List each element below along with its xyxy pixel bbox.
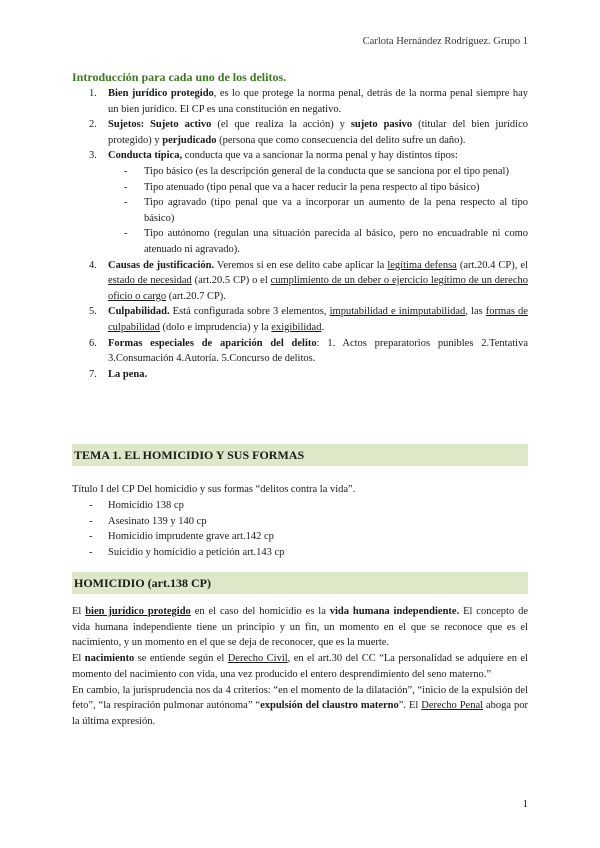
list-item: 6. Formas especiales de aparición del delito: 1. Actos preparatorios punibles 2.Tentativa 3.Consumación 4.Autoría. 5.Concurso de delitos. [89, 337, 528, 365]
list-item: 4. Causas de justificación. Veremos si en ese delito cabe aplicar la legítima defensa (art.20.4 CP), el estado de necesidad (art.20.5 CP) o el cumplimiento de un deber o ejercicio legítimo de un derecho oficio o cargo (art.20.7 CP). [89, 259, 528, 302]
intro-title: Introducción para cada uno de los delitos. [72, 70, 287, 84]
tema-heading: TEMA 1. EL HOMICIDIO Y SUS FORMAS [72, 444, 528, 466]
list-item: 3. Conducta típica, conducta que va a sancionar la norma penal y hay distintos tipos: - Tipo básico (es la descripción general de la conducta que se sanciona por el tipo penal) - Tipo atenuado (tipo penal que va a hacer reducir la pena respecto al tipo básico) - Tipo agravado (tipo penal que va a incorporar un aumento de la pena respecto al tipo básico) - Tipo autónomo (regulan una situación parecida al básico, pero no encuadrable ni como atenuado ni agravado). [72, 148, 528, 257]
homicidio-heading: HOMICIDIO (art.138 CP) [72, 572, 528, 594]
list-item: 7. La pena. [89, 368, 148, 380]
page-number: 1 [522, 798, 528, 810]
list-item: 1. Bien jurídico protegido, es lo que protege la norma penal, detrás de la norma penal siempre hay un bien jurídico. El CP es una constitución en negativo. [89, 88, 528, 115]
sub-list-item: - Tipo básico (es la descripción general de la conducta que se sanciona por el tipo penal) [124, 165, 509, 177]
list-item: 5. Culpabilidad. Está configurada sobre 3 elementos, imputabilidad e inimputabilidad, las formas de culpabilidad (dolo e imprudencia) y la exigibilidad. [89, 306, 528, 333]
paragraph: El nacimiento se entiende según el Derecho Civil, en el art.30 del CC “La personalidad se adquiere en el momento del nacimiento con vida, una vez producido el entero desprendimiento del seno materno.” [72, 653, 528, 680]
paragraph: En cambio, la jurisprudencia nos da 4 criterios: “en el momento de la dilatación”, “inicio de la expulsión del feto”, “la respiración pulmonar autónoma” “expulsión del claustro materno”. El Derecho Penal aboga por la última expresión. [72, 684, 528, 727]
tema-titulo: Título I del CP Del homicidio y sus formas “delitos contra la vida”. [72, 484, 356, 495]
list-item: 2. Sujetos: Sujeto activo (el que realiza la acción) y sujeto pasivo (titular del bien jurídico protegido) y perjudicado (persona que como consecuencia del delito sufre un daño). [89, 119, 528, 146]
list-item: - Homicidio imprudente grave art.142 cp [89, 531, 274, 543]
list-item: - Asesinato 139 y 140 cp [89, 515, 207, 527]
sub-list-item: - Tipo atenuado (tipo penal que va a hacer reducir la pena respecto al tipo básico) [124, 181, 480, 193]
list-item: - Homicidio 138 cp [89, 500, 184, 511]
sub-list-item: - Tipo agravado (tipo penal que va a incorporar un aumento de la pena respecto al tipo básico) [124, 197, 528, 224]
page-header: Carlota Hernández Rodríguez. Grupo 1 [362, 36, 528, 47]
sub-list-item: - Tipo autónomo (regulan una situación parecida al básico, pero no encuadrable ni como atenuado ni agravado). [124, 228, 528, 255]
tema-list [72, 498, 284, 560]
paragraph: El bien jurídico protegido en el caso del homicidio es la vida humana independiente. El concepto de vida humana independiente tiene un principio y un fin, un momento en el que se reconoce que es el nacimiento, y un momento en el que se deja de reconocer, que es la muerte. [72, 606, 528, 649]
sub-list [108, 164, 528, 258]
homicidio-body [72, 604, 528, 730]
list-item: - Suicidio y homicidio a petición art.143 cp [89, 546, 285, 558]
intro-list [72, 86, 528, 382]
